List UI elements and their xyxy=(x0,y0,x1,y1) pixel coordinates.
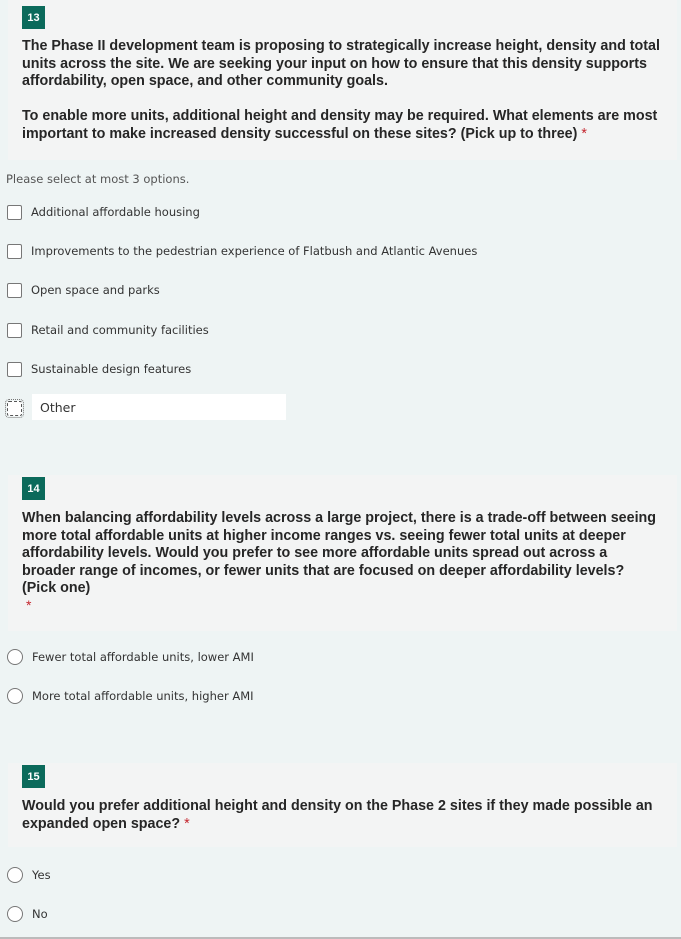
checkbox-other[interactable] xyxy=(7,401,22,416)
option-label: Improvements to the pedestrian experience of Flatbush and Atlantic Avenues xyxy=(31,244,478,258)
radio-button[interactable] xyxy=(7,867,23,883)
question-13-prompt xyxy=(22,108,662,143)
question-15-prompt-text: Would you prefer additional height and density on the Phase 2 sites if they made possible an expanded open space? xyxy=(22,798,653,832)
question-number-badge: 15 xyxy=(22,765,45,788)
required-asterisk: * xyxy=(184,815,190,832)
checkbox[interactable] xyxy=(7,283,22,298)
required-asterisk: * xyxy=(26,597,32,613)
option-label: Additional affordable housing xyxy=(31,205,200,219)
option-label: Fewer total affordable units, lower AMI xyxy=(32,650,254,664)
option-yes[interactable] xyxy=(7,865,51,885)
question-13-prompt-text: To enable more units, additional height and density may be required. What elements are most important to make increased density successful on these sites? (Pick up to three) xyxy=(22,108,658,142)
option-label: Yes xyxy=(32,868,51,882)
question-13-text xyxy=(22,38,662,143)
question-number-badge: 13 xyxy=(22,6,45,29)
required-asterisk: * xyxy=(581,125,587,142)
option-no[interactable] xyxy=(7,904,48,924)
checkbox[interactable] xyxy=(7,362,22,377)
radio-button[interactable] xyxy=(7,906,23,922)
radio-button[interactable] xyxy=(7,688,23,704)
option-label: Open space and parks xyxy=(31,283,160,297)
option-label: No xyxy=(32,907,48,921)
option-sustainable-design[interactable] xyxy=(7,359,191,379)
checkbox[interactable] xyxy=(7,244,22,259)
question-13-box xyxy=(8,0,677,160)
option-other[interactable] xyxy=(7,398,22,418)
other-text-input[interactable]: Other xyxy=(32,394,286,420)
question-14-text: When balancing affordability levels across a large project, there is a trade-off between seeing more total affordable units at higher income ranges vs. seeing fewer total units at deeper affordability levels. Would you prefer to see more affordable units spread out across a broader range of incomes, or fewer units that are focused on deeper affordability levels? (Pick one) xyxy=(22,510,657,596)
question-15-box xyxy=(8,763,677,847)
option-pedestrian-experience[interactable] xyxy=(7,241,477,261)
radio-button[interactable] xyxy=(7,649,23,665)
option-open-space-parks[interactable] xyxy=(7,280,160,300)
option-label: Sustainable design features xyxy=(31,362,192,376)
option-additional-affordable-housing[interactable] xyxy=(7,202,200,222)
question-number-badge: 14 xyxy=(22,477,45,500)
checkbox[interactable] xyxy=(7,205,22,220)
option-label: Retail and community facilities xyxy=(31,323,209,337)
question-14-box xyxy=(8,475,677,631)
question-15-text xyxy=(22,798,662,833)
checkbox[interactable] xyxy=(7,323,22,338)
option-fewer-units-lower-ami[interactable] xyxy=(7,647,254,667)
option-label: More total affordable units, higher AMI xyxy=(32,689,254,703)
option-retail-community[interactable] xyxy=(7,320,209,340)
option-more-units-higher-ami[interactable] xyxy=(7,686,254,706)
question-13-intro: The Phase II development team is proposing to strategically increase height, density and total units across the site. We are seeking your input on how to ensure that this density supports affordability, open space, and other community goals. xyxy=(22,38,660,89)
selection-hint: Please select at most 3 options. xyxy=(6,172,190,186)
